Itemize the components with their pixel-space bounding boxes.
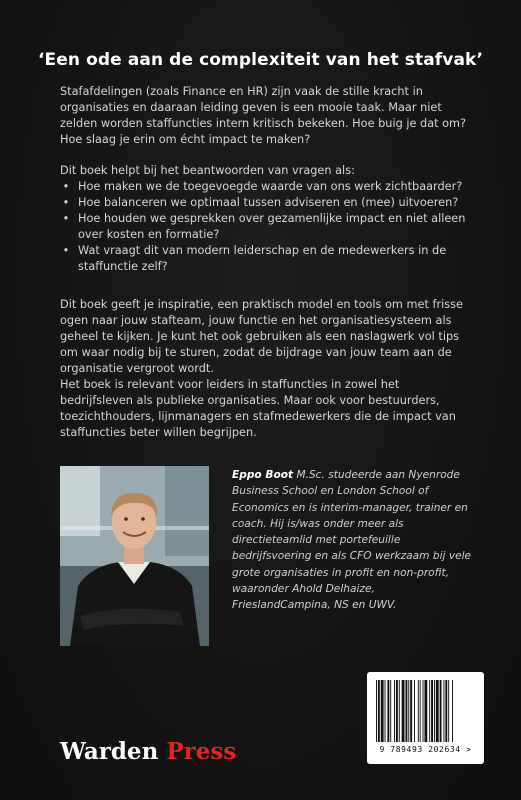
author-bio <box>232 467 472 614</box>
publisher-name-part1: Warden <box>60 738 159 765</box>
inspiration-paragraph <box>60 297 470 377</box>
author-name: Eppo Boot <box>232 469 294 481</box>
audience-paragraph <box>60 377 470 441</box>
list-item <box>60 195 470 211</box>
questions-intro: Dit boek helpt bij het beantwoorden van vragen als: <box>60 164 355 177</box>
isbn-barcode <box>367 672 484 764</box>
cover-headline: ‘Een ode aan de complexiteit van het stafvak’ <box>38 50 483 70</box>
list-item <box>60 243 470 275</box>
author-portrait-illustration <box>60 466 209 646</box>
list-item <box>60 179 470 195</box>
bullet-icon: • <box>62 244 70 257</box>
question-text: Hoe maken we de toegevoegde waarde van ons werk zichtbaarder? <box>78 180 463 193</box>
questions-block <box>60 163 470 275</box>
author-bio-text: M.Sc. studeerde aan Nyenrode Business School en London School of Economics en is interim-manager, trainer en coach. Hij is/was onder meer als directieteamlid met portefeuille bedrijfsvoering en als CFO werkzaam bij vele grote organisaties in profit en non-profit, waaronder Ahold Delhaize, FrieslandCampina, NS en UWV. <box>232 469 472 612</box>
author-photo <box>60 466 209 646</box>
bullet-icon: • <box>62 196 70 209</box>
publisher-name-part2: Press <box>166 738 237 765</box>
bullet-icon: • <box>62 212 70 225</box>
question-text: Hoe houden we gesprekken over gezamenlijke impact en niet alleen over kosten en formatie? <box>78 212 466 241</box>
questions-list <box>60 179 470 275</box>
list-item <box>60 211 470 243</box>
publisher-logo <box>60 738 236 765</box>
intro-paragraph-text: Stafafdelingen (zoals Finance en HR) zijn vaak de stille kracht in organisaties en daaraan leiding geven is een mooie taak. Maar niet zelden worden staffuncties intern kritisch bekeken. Hoe buig je dat om? Hoe slaag je erin om écht impact te maken? <box>60 85 467 146</box>
bullet-icon: • <box>62 180 70 193</box>
isbn-number: 9 789493 202634 > <box>379 745 472 754</box>
question-text: Wat vraagt dit van modern leiderschap en de medewerkers in de staffunctie zelf? <box>78 244 447 273</box>
audience-paragraph-text: Het boek is relevant voor leiders in staffuncties in zowel het bedrijfsleven als publieke organisaties. Maar ook voor bestuurders, toezichthouders, lijnmanagers en stafmedewerkers die de impact van staffuncties beter willen begrijpen. <box>60 378 456 439</box>
intro-paragraph <box>60 84 470 148</box>
inspiration-paragraph-text: Dit boek geeft je inspiratie, een praktisch model en tools om met frisse ogen naar jouw stafteam, jouw functie en het organisatiesysteem als geheel te kijken. Je kunt het ook gebruiken als een naslagwerk vol tips om waar nodig bij te sturen, zodat de bijdrage van jouw team aan de organisatie vergroot wordt. <box>60 298 463 375</box>
question-text: Hoe balanceren we optimaal tussen adviseren en (mee) uitvoeren? <box>78 196 459 209</box>
